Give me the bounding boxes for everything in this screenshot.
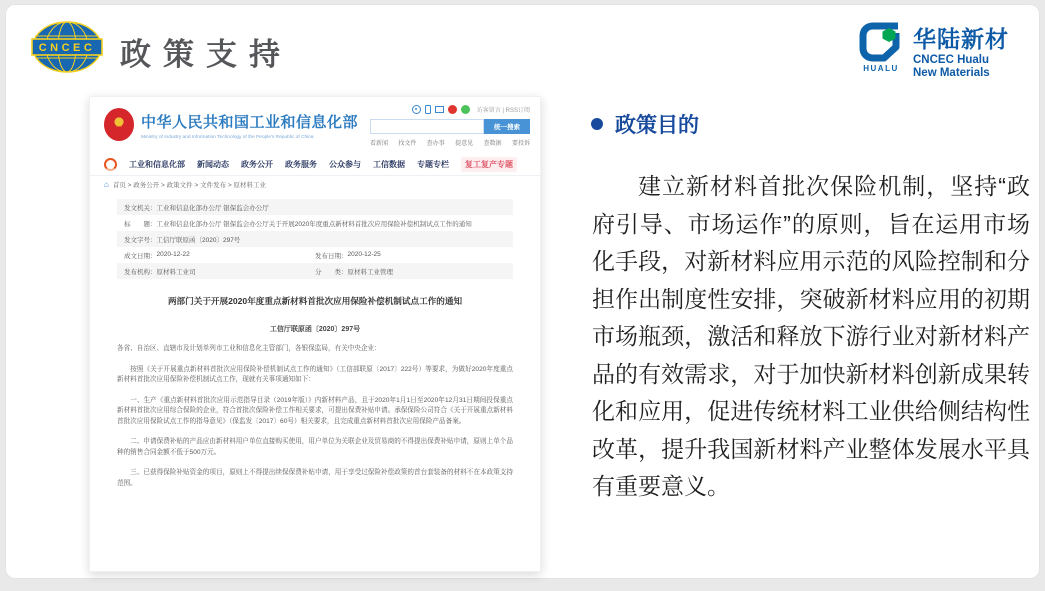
bullet-icon	[591, 118, 603, 130]
quick-link-news[interactable]: 看新闻	[370, 141, 389, 147]
search-button[interactable]: 统一搜索	[484, 119, 530, 134]
cncec-logo	[30, 19, 104, 75]
gov-site-icon	[104, 158, 117, 171]
meta-label: 标 题：	[124, 220, 157, 228]
home-icon	[104, 180, 109, 189]
nav-item-miit[interactable]: 工业和信息化部	[129, 159, 185, 169]
meta-row-dates	[117, 247, 513, 263]
breadcrumb[interactable]	[90, 176, 540, 193]
hualu-name-en-line1: CNCEC Hualu	[913, 54, 990, 66]
quick-link-services[interactable]: 查办事	[426, 141, 445, 147]
ministry-name-en: Ministry of Industry and Information Technology of the People's Republic of China	[141, 134, 314, 140]
cncec-logo-text: CNCEC	[38, 42, 96, 54]
nav-item-participation[interactable]: 公众参与	[329, 159, 361, 169]
policy-purpose-body: 建立新材料首批次保险机制，坚持“政府引导、市场运作”的原则，旨在运用市场化手段，对新材料应用示范的风险控制和分担作出制度性安排，突破新材料应用的初期市场瓶颈，激活和释放下游行业对新材料产品的有效需求，对于加快新材料创新成果转化和应用，促进传统材料工业供给侧结构性改革，提升我国新材料产业整体发展水平具有重要意义。	[592, 173, 1030, 499]
ministry-name-cn: 中华人民共和国工业和信息化部	[141, 114, 359, 131]
breadcrumb-path: 首页 > 政务公开 > 政策文件 > 文件发布 > 原材料工业	[112, 182, 266, 189]
meta-value: 原材料工业管理	[347, 268, 393, 276]
meta-value: 2020-12-22	[156, 250, 190, 258]
website-nav	[90, 153, 540, 176]
nav-item-resumption-special[interactable]: 复工复产专题	[461, 157, 517, 172]
hualu-mark-label: HUALU	[863, 64, 899, 73]
meta-label: 发布机构：	[124, 268, 157, 276]
weibo-icon[interactable]	[448, 105, 457, 114]
meta-row-doc-no	[117, 231, 513, 247]
nav-item-disclosure[interactable]: 政务公开	[241, 159, 273, 169]
nav-item-news[interactable]: 新闻动态	[197, 159, 229, 169]
meta-row-issuing-org	[117, 199, 513, 215]
quick-link-files[interactable]: 找文件	[398, 141, 417, 147]
visitor-rss-links[interactable]: 访客留言 | RSS订阅	[476, 108, 530, 114]
meta-label: 成文日期：	[124, 252, 157, 260]
meta-value: 2020-12-25	[347, 250, 381, 258]
meta-value: 原材料工业司	[156, 268, 196, 276]
meta-row-publisher	[117, 263, 513, 279]
document-area	[90, 193, 540, 489]
document-paragraph-4: 三、已获得保险补贴资金的项目，原则上不得提出续保保费补贴申请，用于享受过保险补偿政策的首台套装备的材料不在本政策支持范围。	[117, 469, 513, 487]
policy-purpose-heading	[591, 109, 699, 139]
search-input[interactable]	[370, 119, 484, 134]
hualu-name-cn: 华陆新材	[913, 26, 1009, 53]
document-addressee: 各省、自治区、直辖市及计划单列市工业和信息化主管部门，各银保监局，有关中央企业：	[117, 345, 381, 352]
document-paragraph-3: 二、申请保费补贴的产品应由新材料用户单位直接购买使用，用户单位为关联企业及贸易商的不得提出保费补贴申请，原则上单个品种的销售合同金额不低于500万元。	[117, 438, 513, 456]
hualu-mark-icon	[858, 21, 904, 63]
quick-link-data[interactable]: 查数据	[483, 141, 502, 147]
meta-value: 工业和信息化部办公厅 银保监会办公厅关于开展2020年度重点新材料首批次应用保险补偿机制试点工作的通知	[156, 220, 472, 228]
document-title: 两部门关于开展2020年度重点新材料首批次应用保险补偿机制试点工作的通知	[167, 296, 463, 306]
page-title: 政策支持	[120, 37, 292, 73]
meta-value: 工业和信息化部办公厅 银保监会办公厅	[156, 204, 269, 212]
quick-link-suggest[interactable]: 提意见	[455, 141, 474, 147]
mail-icon[interactable]	[435, 106, 444, 113]
meta-label: 发布日期：	[315, 252, 348, 260]
quick-link-complaint[interactable]: 要投诉	[511, 141, 530, 147]
nav-item-topics[interactable]: 专题专栏	[417, 159, 449, 169]
meta-label: 发文机关：	[124, 204, 157, 212]
nav-item-services[interactable]: 政务服务	[285, 159, 317, 169]
accessibility-icon[interactable]	[412, 105, 421, 114]
wechat-icon[interactable]	[461, 105, 470, 114]
meta-label: 发文字号：	[124, 236, 157, 244]
website-header	[90, 97, 540, 153]
mobile-icon[interactable]	[425, 105, 431, 114]
nav-item-data[interactable]: 工信数据	[373, 159, 405, 169]
document-paragraph-2: 一、生产《重点新材料首批次应用示范指导目录（2019年版）》内新材料产品，且于2020年1月1日至2020年12月31日期间投保重点新材料首批次应用综合保险的企业，符合首批次保险补偿工作相关要求，可提出保费补贴申请。承保保险公司符合《关于开展重点新材料首批次应用保险试点工作的指导意见》（保监发〔2017〕60号）相关要求，且完成重点新材料首批次应用保险产品备案。	[117, 396, 513, 425]
document-paragraph-1: 按照《关于开展重点新材料首批次应用保险补偿机制试点工作的通知》（工信部联原〔2017〕222号）等要求，为做好2020年度重点新材料首批次应用保险补偿机制试点工作，现就有关事项通知如下：	[117, 365, 513, 383]
slide	[5, 4, 1040, 579]
meta-value: 工信厅联原函〔2020〕297号	[156, 236, 241, 244]
document-number: 工信厅联原函〔2020〕297号	[269, 326, 361, 333]
document-meta-table	[117, 199, 513, 279]
policy-purpose-title: 政策目的	[615, 114, 699, 137]
hualu-logo	[856, 21, 1009, 80]
meta-label: 分 类：	[315, 268, 348, 276]
national-emblem-icon	[104, 108, 134, 141]
meta-row-title	[117, 215, 513, 231]
hualu-name-en-line2: New Materials	[913, 67, 990, 79]
website-screenshot	[89, 96, 541, 572]
